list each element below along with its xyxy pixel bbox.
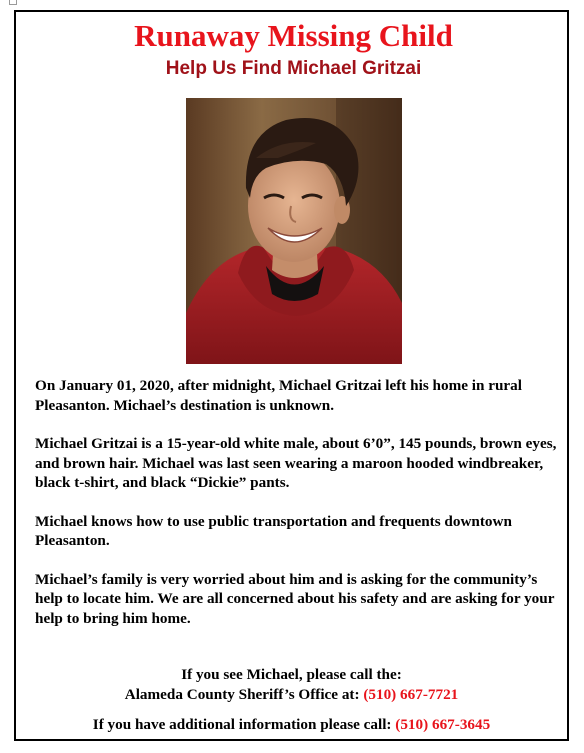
paragraph-description: Michael Gritzai is a 15-year-old white male, about 6’0”, 145 pounds, brown eyes, and brown hair. Michael was last seen wearing a maroon hooded windbreaker, black t-shirt, and black “Dickie” pants. xyxy=(35,435,557,491)
additional-info-phone-number[interactable]: (510) 667-3645 xyxy=(395,716,491,733)
flyer-body xyxy=(35,376,563,647)
additional-info-label: If you have additional information please call: xyxy=(92,716,392,733)
sheriff-phone-number[interactable]: (510) 667-7721 xyxy=(363,685,459,703)
flyer-title: Runaway Missing Child xyxy=(134,18,453,53)
contact-line-1: If you see Michael, please call the: xyxy=(181,666,402,683)
paragraph-disappearance: On January 01, 2020, after midnight, Michael Gritzai left his home in rural Pleasanton. Michael’s destination is unknown. xyxy=(35,377,522,414)
flyer-subtitle: Help Us Find Michael Gritzai xyxy=(165,58,422,79)
corner-mark xyxy=(9,0,17,5)
missing-child-flyer xyxy=(14,10,569,741)
contact-info xyxy=(16,665,567,735)
paragraph-habits: Michael knows how to use public transportation and frequents downtown Pleasanton. xyxy=(35,512,512,549)
missing-child-photo xyxy=(186,98,402,364)
contact-line-2 xyxy=(16,685,567,705)
sheriff-office-label: Alameda County Sheriff’s Office at: xyxy=(124,685,360,703)
contact-line-3 xyxy=(16,715,567,735)
paragraph-appeal: Michael’s family is very worried about him and is asking for the community’s help to locate him. We are all concerned about his safety and are asking for your help to bring him home. xyxy=(35,570,555,627)
